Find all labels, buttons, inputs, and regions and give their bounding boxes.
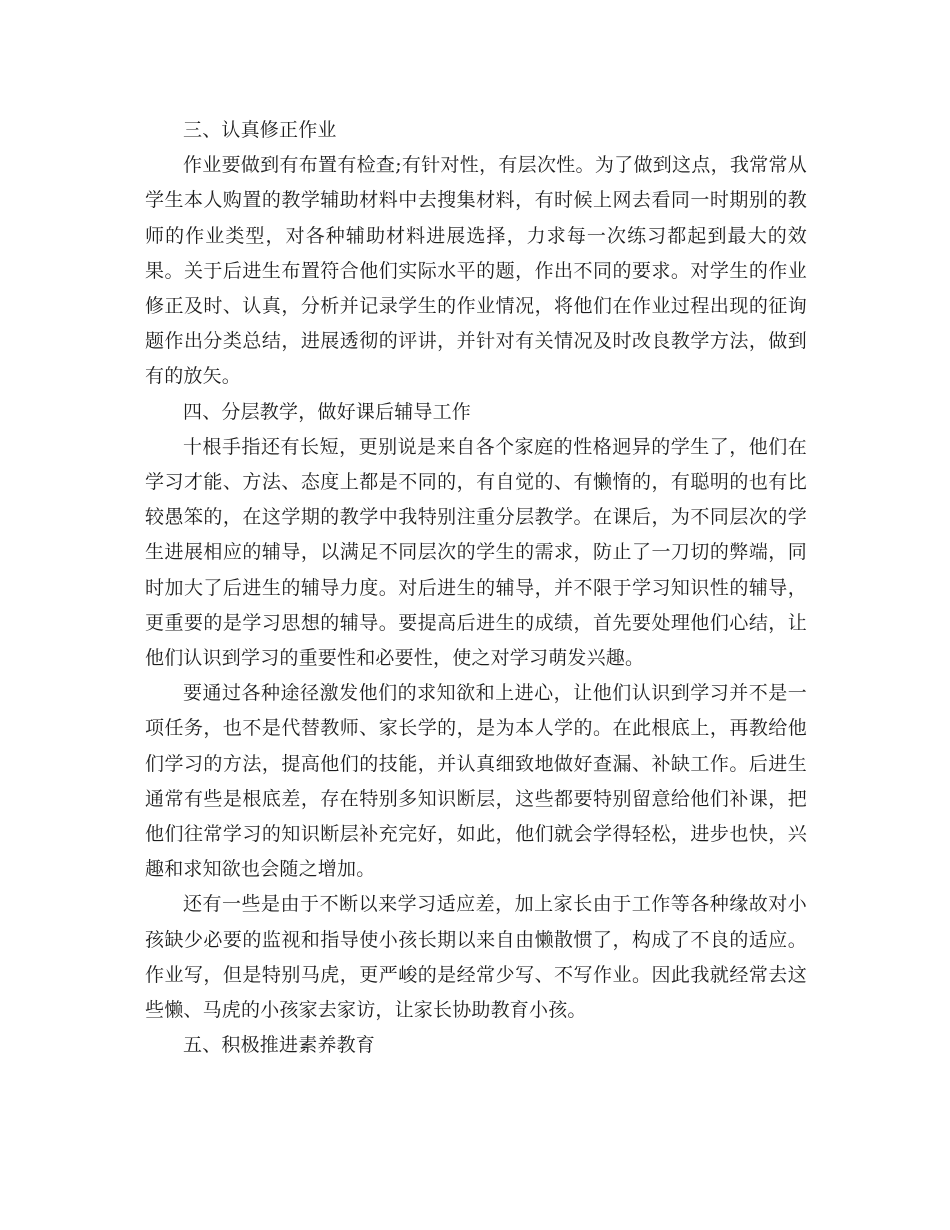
section-heading-4: 四、分层教学，做好课后辅导工作 [183, 400, 472, 423]
body-paragraph: 作业要做到有布置有检查;有针对性，有层次性。为了做到这点，我常常从学生本人购置的教学辅助材料中去搜集材料，有时候上网去看同一时期别的教师的作业类型，对各种辅助材料进展选择，力求每一次练习都起到最大的效果。关于后进生布置符合他们实际水平的题，作出不同的要求。对学生的作业修正及时、认真，分析并记录学生的作业情况，将他们在作业过程出现的征询题作出分类总结，进展透彻的评讲，并针对有关情况及时改良教学方法，做到有的放矢。 [145, 154, 807, 388]
body-paragraph: 还有一些是由于不断以来学习适应差，加上家长由于工作等各种缘故对小孩缺少必要的监视和指导使小孩长期以来自由懒散惯了，构成了不良的适应。作业写，但是特别马虎，更严峻的是经常少写、不写作业。因此我就经常去这些懒、马虎的小孩家去家访，让家长协助教育小孩。 [145, 893, 807, 1022]
body-paragraph: 要通过各种途径激发他们的求知欲和上进心，让他们认识到学习并不是一项任务，也不是代替教师、家长学的，是为本人学的。在此根底上，再教给他们学习的方法，提高他们的技能，并认真细致地做好查漏、补缺工作。后进生通常有些是根底差，存在特别多知识断层，这些都要特别留意给他们补课，把他们往常学习的知识断层补充完好，如此，他们就会学得轻松，进步也快，兴趣和求知欲也会随之增加。 [145, 682, 807, 881]
section-heading-3: 三、认真修正作业 [183, 119, 337, 141]
body-paragraph: 十根手指还有长短，更别说是来自各个家庭的性格迥异的学生了，他们在学习才能、方法、态度上都是不同的，有自觉的、有懒惰的，有聪明的也有比较愚笨的，在这学期的教学中我特别注重分层教学。在课后，为不同层次的学生进展相应的辅导，以满足不同层次的学生的需求，防止了一刀切的弊端，同时加大了后进生的辅导力度。对后进生的辅导，并不限于学习知识性的辅导，更重要的是学习思想的辅导。要提高后进生的成绩，首先要处理他们心结，让他们认识到学习的重要性和必要性，使之对学习萌发兴趣。 [145, 435, 807, 670]
document-body [145, 113, 807, 1063]
section-heading-5: 五、积极推进素养教育 [183, 1034, 376, 1057]
